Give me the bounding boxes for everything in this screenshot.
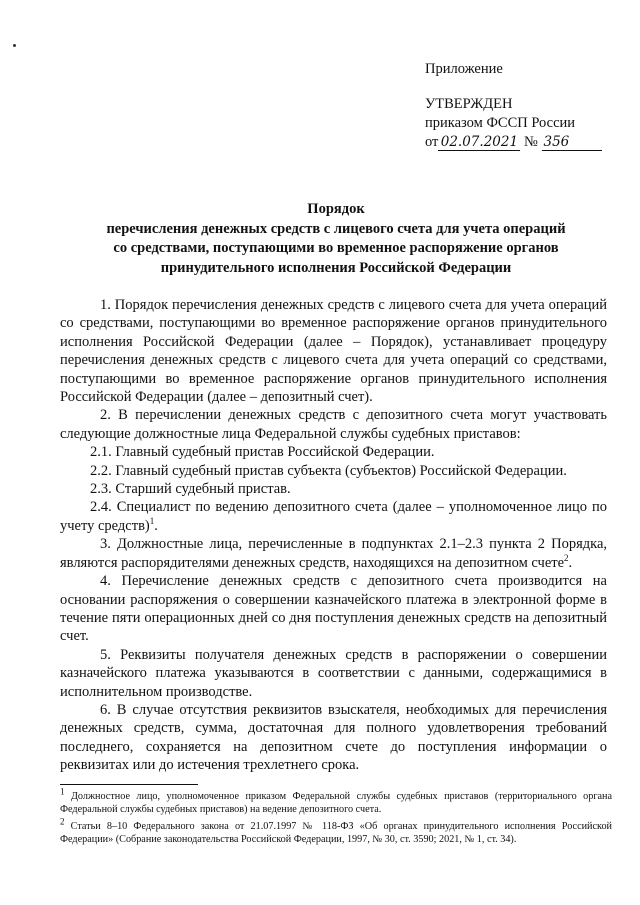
scan-speck: [13, 44, 16, 47]
footnote-1: [60, 786, 613, 817]
date-prefix: от: [425, 134, 439, 150]
paragraph-2-4-text: 2.4. Специалист по ведению депозитного счета (далее – уполномоченное лицо по учету средств): [60, 499, 607, 534]
approval-block: [425, 60, 602, 152]
paragraph-1: 1. Порядок перечисления денежных средств с лицевого счета для учета операций со средствами, поступающими во временное распоряжение органов принудительного исполнения Российской Федерации (далее – Порядок), устанавливает процедуру перечисления денежных средств с лицевого счета для учета операций со средствами, поступающими во временное распоряжение органов принудительного исполнения Российской Федерации (далее – депозитный счет).: [60, 297, 607, 406]
document-body: [60, 296, 607, 775]
paragraph-4: 4. Перечисление денежных средств с депозитного счета производится на основании распоряжения о совершении казначейского платежа в электронной форме в течение пяти операционных дней со дня поступления денежных средств на депозитный счет.: [60, 573, 607, 645]
paragraph-2-1: 2.1. Главный судебный пристав Российской Федерации.: [90, 444, 435, 461]
footnote-divider: [60, 784, 198, 785]
paragraph-5: 5. Реквизиты получателя денежных средств в распоряжении о совершении казначейского платежа указываются в соответствии с данными, содержащимися в исполнительном производстве.: [60, 646, 607, 700]
footnote-ref-1: 1: [149, 516, 155, 527]
approved-label: УТВЕРЖДЕН: [425, 96, 513, 112]
paragraph-2-3: 2.3. Старший судебный пристав.: [90, 481, 291, 498]
paragraph-2: 2. В перечислении денежных средств с депозитного счета могут участвовать следующие должностные лица Федеральной службы судебных приставов:: [60, 407, 607, 442]
paragraph-2-4: 2.4. Специалист по ведению депозитного счета (далее – уполномоченное лицо по учету средств)$^1$.: [60, 499, 607, 534]
title-line-4: принудительного исполнения Российской Федерации: [160, 259, 512, 276]
order-date-line: [425, 133, 602, 152]
title-line-3: со средствами, поступающими во временное распоряжение органов: [113, 240, 559, 256]
appendix-label: Приложение: [425, 61, 503, 77]
paragraph-2-2: 2.2. Главный судебный пристав субъекта (субъектов) Российской Федерации.: [90, 462, 567, 479]
footnote-2-marker: 2: [60, 816, 65, 827]
title-line-2: перечисления денежных средств с лицевого счета для учета операций: [106, 220, 566, 237]
handwritten-date: 02.07.2021: [438, 134, 520, 151]
document-title: [60, 200, 612, 278]
footnote-2-text: Статьи 8–10 Федерального закона от 21.07.1997 № 118-ФЗ «Об органах принудительного исполнения Российской Федерации» (Собрание законодательства Российской Федерации, 1997, № 30, ст. 3590; 2021, № 1, ст. 34).: [60, 820, 612, 846]
footnote-ref-2: 2: [564, 552, 569, 563]
paragraph-3: 3. Должностные лица, перечисленные в подпунктах 2.1–2.3 пункта 2 Порядка, являются распорядителями денежных средств, находящихся на депозитном счете$^2$.: [60, 536, 607, 571]
footnote-1-text: Должностное лицо, уполномоченное приказом Федеральной службы судебных приставов (территориального органа Федеральной службы судебных приставов) на ведение депозитного счета.: [60, 791, 613, 816]
footnotes: [60, 786, 613, 850]
order-by-label: приказом ФССП России: [425, 115, 576, 131]
number-sign: №: [524, 134, 538, 150]
paragraph-3-text: 3. Должностные лица, перечисленные в подпунктах 2.1–2.3 пункта 2 Порядка, являются распорядителями денежных средств, находящихся на депозитном счете: [60, 536, 607, 571]
paragraph-6: 6. В случае отсутствия реквизитов взыскателя, необходимых для перечисления денежных средств, сумма, достаточная для полного удовлетворения требований последнего, сохраняется на депозитном счете до поступления информации о реквизитах или до истечения трехлетнего срока.: [60, 701, 607, 774]
footnote-2: [60, 816, 612, 847]
footnote-1-marker: 1: [60, 786, 65, 797]
handwritten-number: 356: [542, 134, 602, 151]
title-line-1: Порядок: [307, 201, 365, 217]
